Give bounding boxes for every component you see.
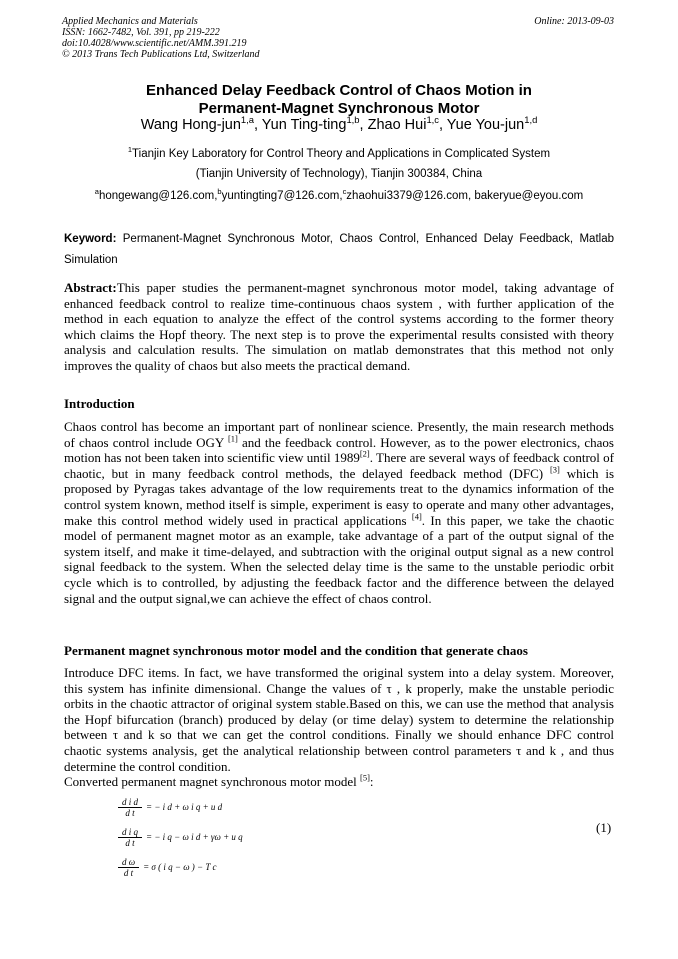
keywords [64, 229, 614, 271]
author-separator: , [439, 117, 447, 133]
text-run: . In this paper, we take the chaotic model of permanent magnet motor as an example, take advantage of a part of the output signal of the system itself, and make it time-delayed, and subtraction with the original output signal as a new control signal feedback to the system. When the selected delay time is the same to the unstable periodic orbit cycle which is to controlled, by adjusting the feedback factor and the difference between the delayed signal and the output signal,we can achieve the effect of chaos control. [64, 512, 615, 606]
equation-system [118, 792, 243, 882]
fraction-denominator: d t [125, 837, 135, 848]
introduction-paragraph [64, 419, 614, 606]
fraction-numerator: d i q [118, 827, 142, 838]
journal-name: Applied Mechanics and Materials [62, 16, 198, 27]
author-emails [40, 187, 638, 202]
affiliation-line1 [40, 145, 638, 160]
pmsm-paragraph: Introduce DFC items. In fact, we have transformed the original system into a delay system. Moreover, this system has infinite dimensional. Change the values of τ , k properly, make the unstable periodic orbits in the chaotic attractor of original system stable.Based on this, we can use the method that analysis the Hopf bifurcation (branch) produced by delay (or time delay) system to determine the relationship between τ and k so that we can get the control conditions. Finally we should enhance DFC control chaotic systems analysis, get the analytical relationship between control parameters τ and k , and thus determine the control condition. [64, 665, 614, 774]
author-sup: 1,a [240, 114, 254, 126]
citation-ref: [2] [359, 448, 370, 459]
text-run: which is proposed by Pyragas takes advantage of the low requirements treat to the dynamics information of the control system known, method itself is simple, experiment is easy to operate and many other advantages, make this control method widely used in practical applications [64, 465, 615, 528]
fraction-numerator: d i d [118, 797, 142, 808]
journal-doi[interactable]: doi:10.4028/www.scientific.net/AMM.391.219 [62, 38, 247, 49]
citation-ref: [3] [549, 464, 560, 475]
equation-rhs: = − i d + ω i q + u d [146, 802, 223, 812]
email-link[interactable]: zhaohui3379@126.com, bakeryue@eyou.com [346, 190, 584, 202]
journal-header [62, 16, 260, 60]
keyword-text: Permanent-Magnet Synchronous Motor, Chaos Control, Enhanced Delay Feedback, Matlab Simulation [64, 233, 614, 266]
text-run: and the feedback control. However, as to the power electronics, chaos motion has not been taken into scientific view until 1989 [64, 434, 614, 466]
equation-line [118, 852, 243, 882]
online-date: Online: 2013-09-03 [534, 16, 614, 27]
email-sup: b [217, 187, 222, 197]
email-sup: a [94, 187, 99, 197]
author-name: Wang Hong-jun [140, 117, 241, 133]
paper-title-line2: Permanent-Magnet Synchronous Motor [198, 100, 480, 117]
author-separator: , [254, 117, 262, 133]
text-run: Converted permanent magnet synchronous motor model [64, 774, 361, 789]
author-sup: 1,c [426, 114, 439, 126]
fraction-numerator: d ω [118, 857, 139, 868]
equation-rhs: = σ ( i q − ω ) − T c [143, 862, 217, 872]
author-sup: 1,b [346, 114, 360, 126]
text-run: . There are several ways of feedback control of chaotic, but in many feedback control methods, the delayed feedback method (DFC) [64, 450, 614, 481]
affiliation-line2: (Tianjin University of Technology), Tianjin 300384, China [195, 168, 483, 180]
derivative-fraction [118, 857, 139, 878]
citation-ref: [4] [411, 511, 422, 522]
citation-ref: [5] [360, 772, 370, 783]
affiliation-sup: 1 [127, 145, 133, 155]
fraction-denominator: d t [125, 807, 135, 818]
derivative-fraction [118, 827, 142, 848]
abstract [64, 280, 614, 374]
author-sup: 1,d [524, 114, 538, 126]
author-name: Zhao Hui [367, 117, 427, 133]
section-heading-introduction: Introduction [64, 396, 135, 411]
text-run: : [369, 774, 374, 789]
derivative-fraction [118, 797, 142, 818]
affiliation-text: Tianjin Key Laboratory for Control Theory and Applications in Complicated System [132, 148, 551, 160]
section-heading-pmsm-model: Permanent magnet synchronous motor model and the condition that generate chaos [64, 643, 528, 658]
paper-title-line1: Enhanced Delay Feedback Control of Chaos Motion in [146, 82, 532, 99]
journal-issn: ISSN: 1662-7482, Vol. 391, pp 219-222 [62, 27, 220, 38]
text-run: Chaos control has become an important part of nonlinear science. Presently, the main research methods of chaos control include OGY [64, 419, 614, 450]
equation-rhs: = − i q − ω i d + γω + u q [146, 832, 243, 842]
author-separator: , [359, 117, 368, 133]
email-link[interactable]: yuntingting7@126.com, [221, 190, 343, 202]
keyword-label: Keyword: [64, 233, 117, 245]
abstract-text: This paper studies the permanent-magnet synchronous motor model, taking advantage of enhanced feedback control to realize time-continuous chaos system , with further application of the method in each equation to analyze the effect of the control systems according to the former theory which claims the Hopf theory. The next step is to prove the experimental results consisted with theory analysis and calculation results. The simulation on matlab demonstrates that this method not only improves the quality of chaos but also meets the practical demand. [64, 280, 614, 373]
equation-line [118, 792, 243, 822]
author-list [40, 114, 638, 133]
journal-copyright: © 2013 Trans Tech Publications Ltd, Switzerland [62, 49, 260, 60]
model-intro [64, 774, 614, 790]
fraction-denominator: d t [123, 867, 134, 878]
author-name: Yue You-jun [446, 117, 525, 133]
equation-number: (1) [596, 820, 612, 835]
email-sup: c [342, 187, 347, 197]
equation-line [118, 822, 243, 852]
email-link[interactable]: hongewang@126.com, [98, 190, 218, 202]
abstract-label: Abstract: [64, 280, 117, 295]
author-name: Yun Ting-ting [261, 117, 347, 133]
citation-ref: [1] [227, 433, 238, 444]
